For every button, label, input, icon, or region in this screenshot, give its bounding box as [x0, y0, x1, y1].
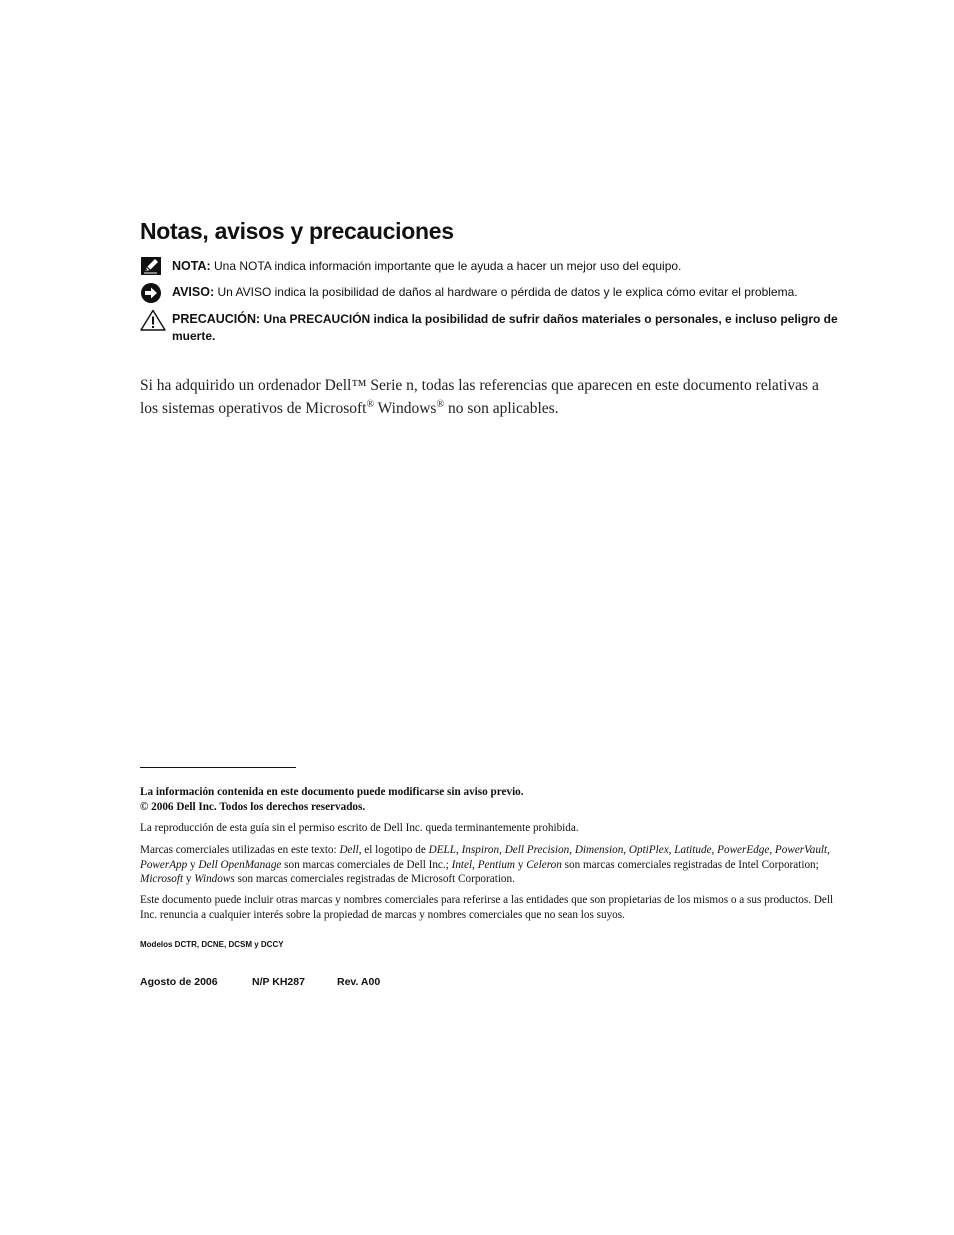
notice-label: AVISO:	[172, 285, 215, 299]
tm-text: son marcas comerciales registradas de Intel Corporation;	[561, 858, 819, 871]
info-line-1: La información contenida en este documento puede modificarse sin aviso previo.	[140, 786, 524, 798]
tm-text: y	[183, 873, 195, 885]
tm-dell-logo: DELL	[428, 844, 456, 856]
footer-revision: Rev. A00	[337, 976, 381, 988]
divider	[140, 767, 296, 768]
tm-celeron: Celeron	[526, 858, 562, 871]
microsoft-disclaimer	[140, 376, 840, 418]
tm-openmanage: Dell OpenManage	[198, 858, 282, 871]
models-line: Modelos DCTR, DCNE, DCSM y DCCY	[140, 940, 284, 949]
page-title: Notas, avisos y precauciones	[140, 218, 454, 244]
tm-text: ,	[623, 844, 629, 856]
tm-windows: Windows	[194, 873, 235, 885]
tm-text: ,	[455, 844, 462, 856]
tm-intel: Intel	[451, 858, 473, 871]
caution-triangle-icon	[140, 309, 164, 331]
tm-text: ,	[499, 844, 505, 856]
copyright-line: © 2006 Dell Inc. Todos los derechos reservados.	[140, 800, 366, 813]
reproduction-notice: La reproducción de esta guía sin el permiso escrito de Dell Inc. queda terminantemente prohibida.	[140, 822, 579, 834]
other-marks-notice: Este documento puede incluir otras marcas y nombres comerciales para referirse a las entidades que son propietarias de los mismos o a sus productos. Dell Inc. renuncia a cualquier interés sobre la propiedad de marcas y nombres comerciales que no sean los suyos.	[140, 894, 834, 921]
tm-inspiron: Inspiron	[461, 844, 500, 856]
tm-precision: Dell Precision	[504, 844, 570, 856]
tm-dell: Dell	[339, 844, 359, 856]
info-notice	[140, 785, 845, 814]
disclaimer-text-1: Si ha adquirido un ordenador Dell™ Serie n, todas las referencias que aparecen en este documento relativas a los sistemas operativos de Microsoft	[140, 377, 819, 418]
tm-text: son marcas comerciales de Dell Inc.;	[281, 858, 452, 871]
caution-label: PRECAUCIÓN:	[172, 312, 261, 326]
tm-text: , el logotipo de	[358, 844, 429, 856]
tm-text: y	[515, 858, 527, 871]
tm-dimension: Dimension	[574, 844, 624, 856]
footer-date: Agosto de 2006	[140, 976, 218, 988]
note-pencil-icon	[140, 256, 164, 278]
tm-text: y	[187, 858, 199, 871]
registered-mark: ®	[436, 399, 445, 410]
note-label: NOTA:	[172, 259, 211, 273]
tm-text: ,	[569, 844, 575, 856]
tm-text: son marcas comerciales registradas de Microsoft Corporation.	[234, 873, 515, 885]
registered-mark: ®	[366, 399, 375, 410]
notice-body: Un AVISO indica la posibilidad de daños al hardware o pérdida de datos y le explica cómo evitar el problema.	[217, 285, 798, 299]
tm-latitude: Latitude, PowerEdge, PowerVault, PowerApp	[140, 844, 830, 871]
tm-text: Marcas comerciales utilizadas en este texto:	[140, 844, 340, 856]
tm-microsoft: Microsoft	[140, 873, 184, 885]
disclaimer-text-2: Windows	[374, 400, 437, 418]
tm-pentium: Pentium	[477, 858, 516, 871]
tm-text: ,	[668, 844, 675, 856]
tm-text: ,	[472, 858, 478, 871]
caution-body: Una PRECAUCIÓN indica la posibilidad de sufrir daños materiales o personales, e incluso peligro de muerte.	[172, 312, 838, 343]
disclaimer-text-3: no son aplicables.	[444, 400, 559, 418]
footer-part-number: N/P KH287	[252, 976, 305, 988]
notice-arrow-icon	[140, 282, 164, 304]
caution-text	[172, 311, 872, 345]
tm-optiplex: OptiPlex	[628, 844, 669, 856]
note-body: Una NOTA indica información importante que le ayuda a hacer un mejor uso del equipo.	[214, 259, 682, 273]
note-text	[172, 258, 872, 275]
notice-text	[172, 284, 872, 301]
trademarks-notice	[140, 843, 845, 887]
